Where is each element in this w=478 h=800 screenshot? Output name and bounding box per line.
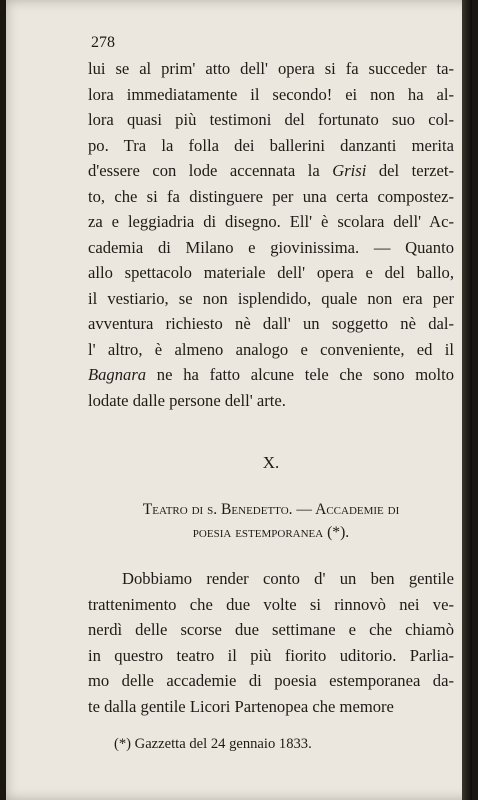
- paragraph-2: [88, 566, 454, 719]
- italic-name: Bagnara: [88, 365, 147, 384]
- text-segment: ne ha fatto alcune tele che sono molto: [146, 365, 454, 384]
- text-line: il vestiario, se non isplendido, quale non era per: [88, 288, 454, 308]
- book-page: [6, 0, 472, 800]
- text-line: [88, 158, 454, 184]
- text-line: l' altro, è almeno analogo e conveniente, ed il: [88, 339, 454, 359]
- text-segment: del terzet-: [366, 161, 455, 180]
- section-title-line-1: Teatro di s. Benedetto. — Accademie di: [142, 501, 400, 518]
- footnote: (*) Gazzetta del 24 gennaio 1833.: [114, 736, 312, 752]
- book-gutter: [462, 0, 472, 800]
- text-line: in questro teatro il più fiorito uditorio. Parlia-: [88, 645, 454, 665]
- text-line: allo spettacolo materiale dell' opera e del ballo,: [88, 263, 454, 282]
- text-segment: d'essere con lode accennata la: [88, 161, 333, 180]
- text-line: lodate dalle persone dell' arte.: [88, 390, 286, 410]
- section-title-line-2: poesia estemporanea (*).: [192, 524, 350, 541]
- text-line: to, che si fa distinguere per una certa compostez-: [88, 186, 454, 206]
- text-line: cademia di Milano e giovinissima. — Quanto: [88, 237, 454, 257]
- page-number: 278: [91, 34, 115, 51]
- text-line: za e leggiadria di disegno. Ell' è scolara dell' Ac-: [88, 212, 454, 231]
- section-title: [88, 498, 454, 544]
- text-line: trattenimento che due volte si rinnovò nei ve-: [88, 594, 454, 614]
- text-line: te dalla gentile Licori Partenopea che memore: [88, 696, 394, 716]
- section-number: X.: [262, 453, 280, 472]
- page-text: [88, 30, 454, 755]
- paragraph-1: [88, 56, 454, 413]
- text-line: po. Tra la folla dei ballerini danzanti merita: [88, 135, 454, 155]
- text-line: Dobbiamo render conto d' un ben gentile: [122, 569, 454, 588]
- text-line: avventura richiesto nè dall' un soggetto nè dal-: [88, 314, 454, 333]
- italic-name: Grisi: [332, 161, 367, 180]
- text-line: lora immediatamente il secondo! ei non ha al-: [88, 84, 454, 104]
- text-line: mo delle accademie di poesia estemporanea da-: [88, 671, 454, 690]
- text-line: lora quasi più testimoni del fortunato suo col-: [88, 110, 454, 129]
- text-line: lui se al prim' atto dell' opera si fa succeder ta-: [88, 59, 454, 78]
- text-line: [88, 362, 454, 388]
- text-line: nerdì delle scorse due settimane e che chiamò: [88, 620, 454, 639]
